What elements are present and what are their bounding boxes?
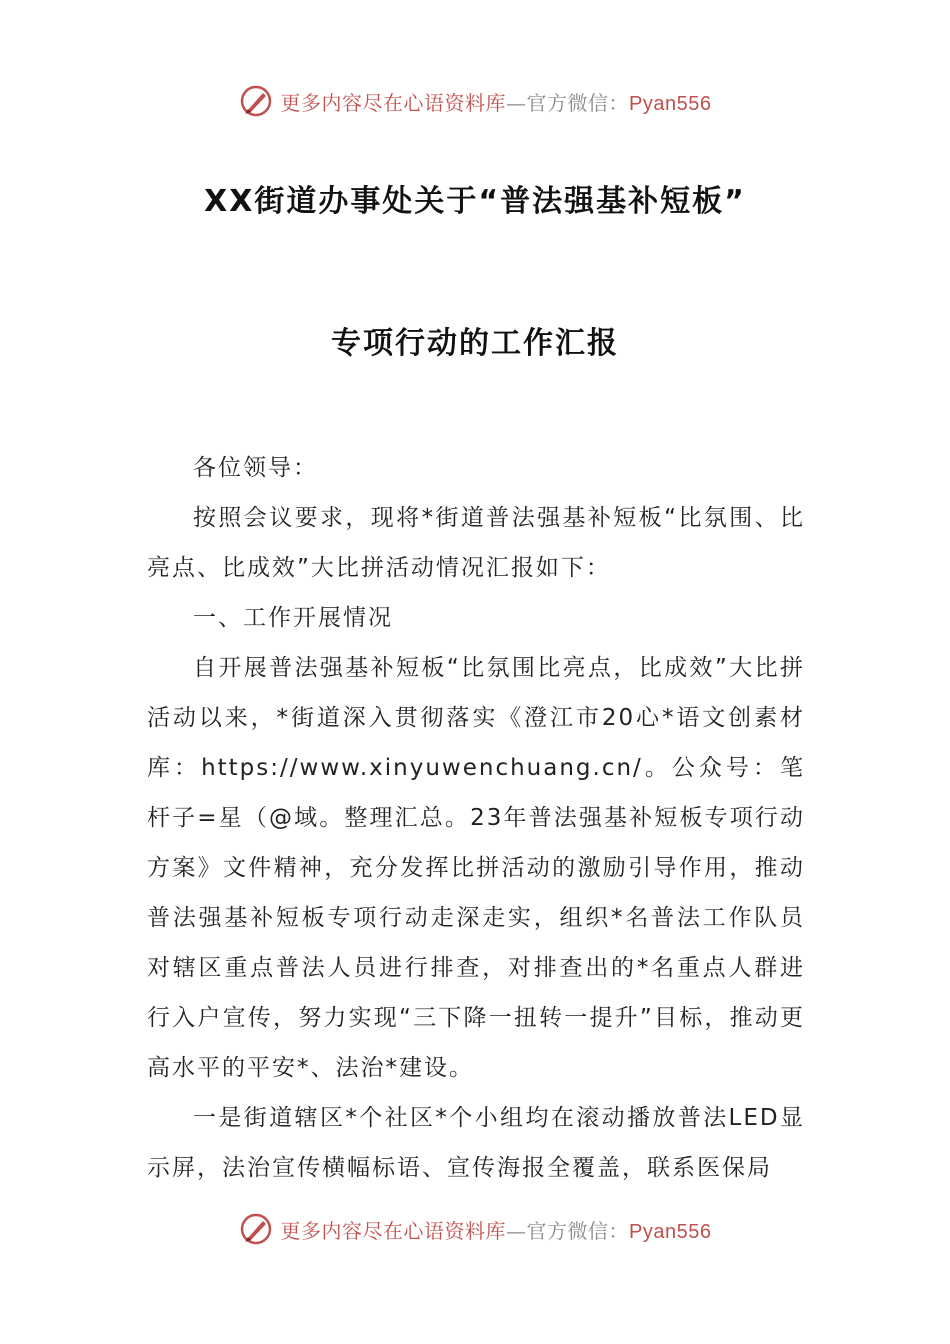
banner-label: 官方微信：	[526, 90, 630, 115]
document-body	[147, 443, 805, 1193]
banner-text	[281, 87, 712, 116]
banner-brand: 更多内容尽在心语资料库	[280, 1218, 507, 1243]
intro-paragraph: 按照会议要求，现将*街道普法强基补短板“比氛围、比亮点、比成效”大比拼活动情况汇报如下：	[147, 505, 805, 581]
body-paragraph: 一是街道辖区*个社区*个小组均在滚动播放普法LED显示屏，法治宣传横幅标语、宣传海报全覆盖，联系医保局	[147, 1105, 805, 1181]
banner-separator: —	[506, 90, 527, 115]
document-title-line1: XX街道办事处关于“普法强基补短板”	[204, 184, 746, 219]
salutation-paragraph: 各位领导：	[193, 455, 318, 481]
banner-wechat-id: Pyan556	[629, 92, 712, 115]
header-banner	[0, 84, 950, 118]
banner-text	[281, 1215, 712, 1244]
section-heading: 一、工作开展情况	[193, 605, 393, 631]
footer-banner	[0, 1212, 950, 1246]
document-title-line2: 专项行动的工作汇报	[331, 326, 619, 361]
banner-separator: —	[506, 1218, 527, 1243]
pen-logo-icon	[239, 84, 273, 118]
banner-label: 官方微信：	[526, 1218, 630, 1243]
banner-wechat-id: Pyan556	[629, 1220, 712, 1243]
banner-brand: 更多内容尽在心语资料库	[280, 90, 507, 115]
pen-logo-icon	[239, 1212, 273, 1246]
body-paragraph: 自开展普法强基补短板“比氛围比亮点，比成效”大比拼活动以来，*街道深入贯彻落实《澄江市20心*语文创素材库：https://www.xinyuwenchuang.cn/。公众号：笔杆子=星（@域。整理汇总。23年普法强基补短板专项行动方案》文件精神，充分发挥比拼活动的激励引导作用，推动普法强基补短板专项行动走深走实，组织*名普法工作队员对辖区重点普法人员进行排查，对排查出的*名重点人群进行入户宣传，努力实现“三下降一扭转一提升”目标，推动更高水平的平安*、法治*建设。	[147, 655, 805, 1081]
